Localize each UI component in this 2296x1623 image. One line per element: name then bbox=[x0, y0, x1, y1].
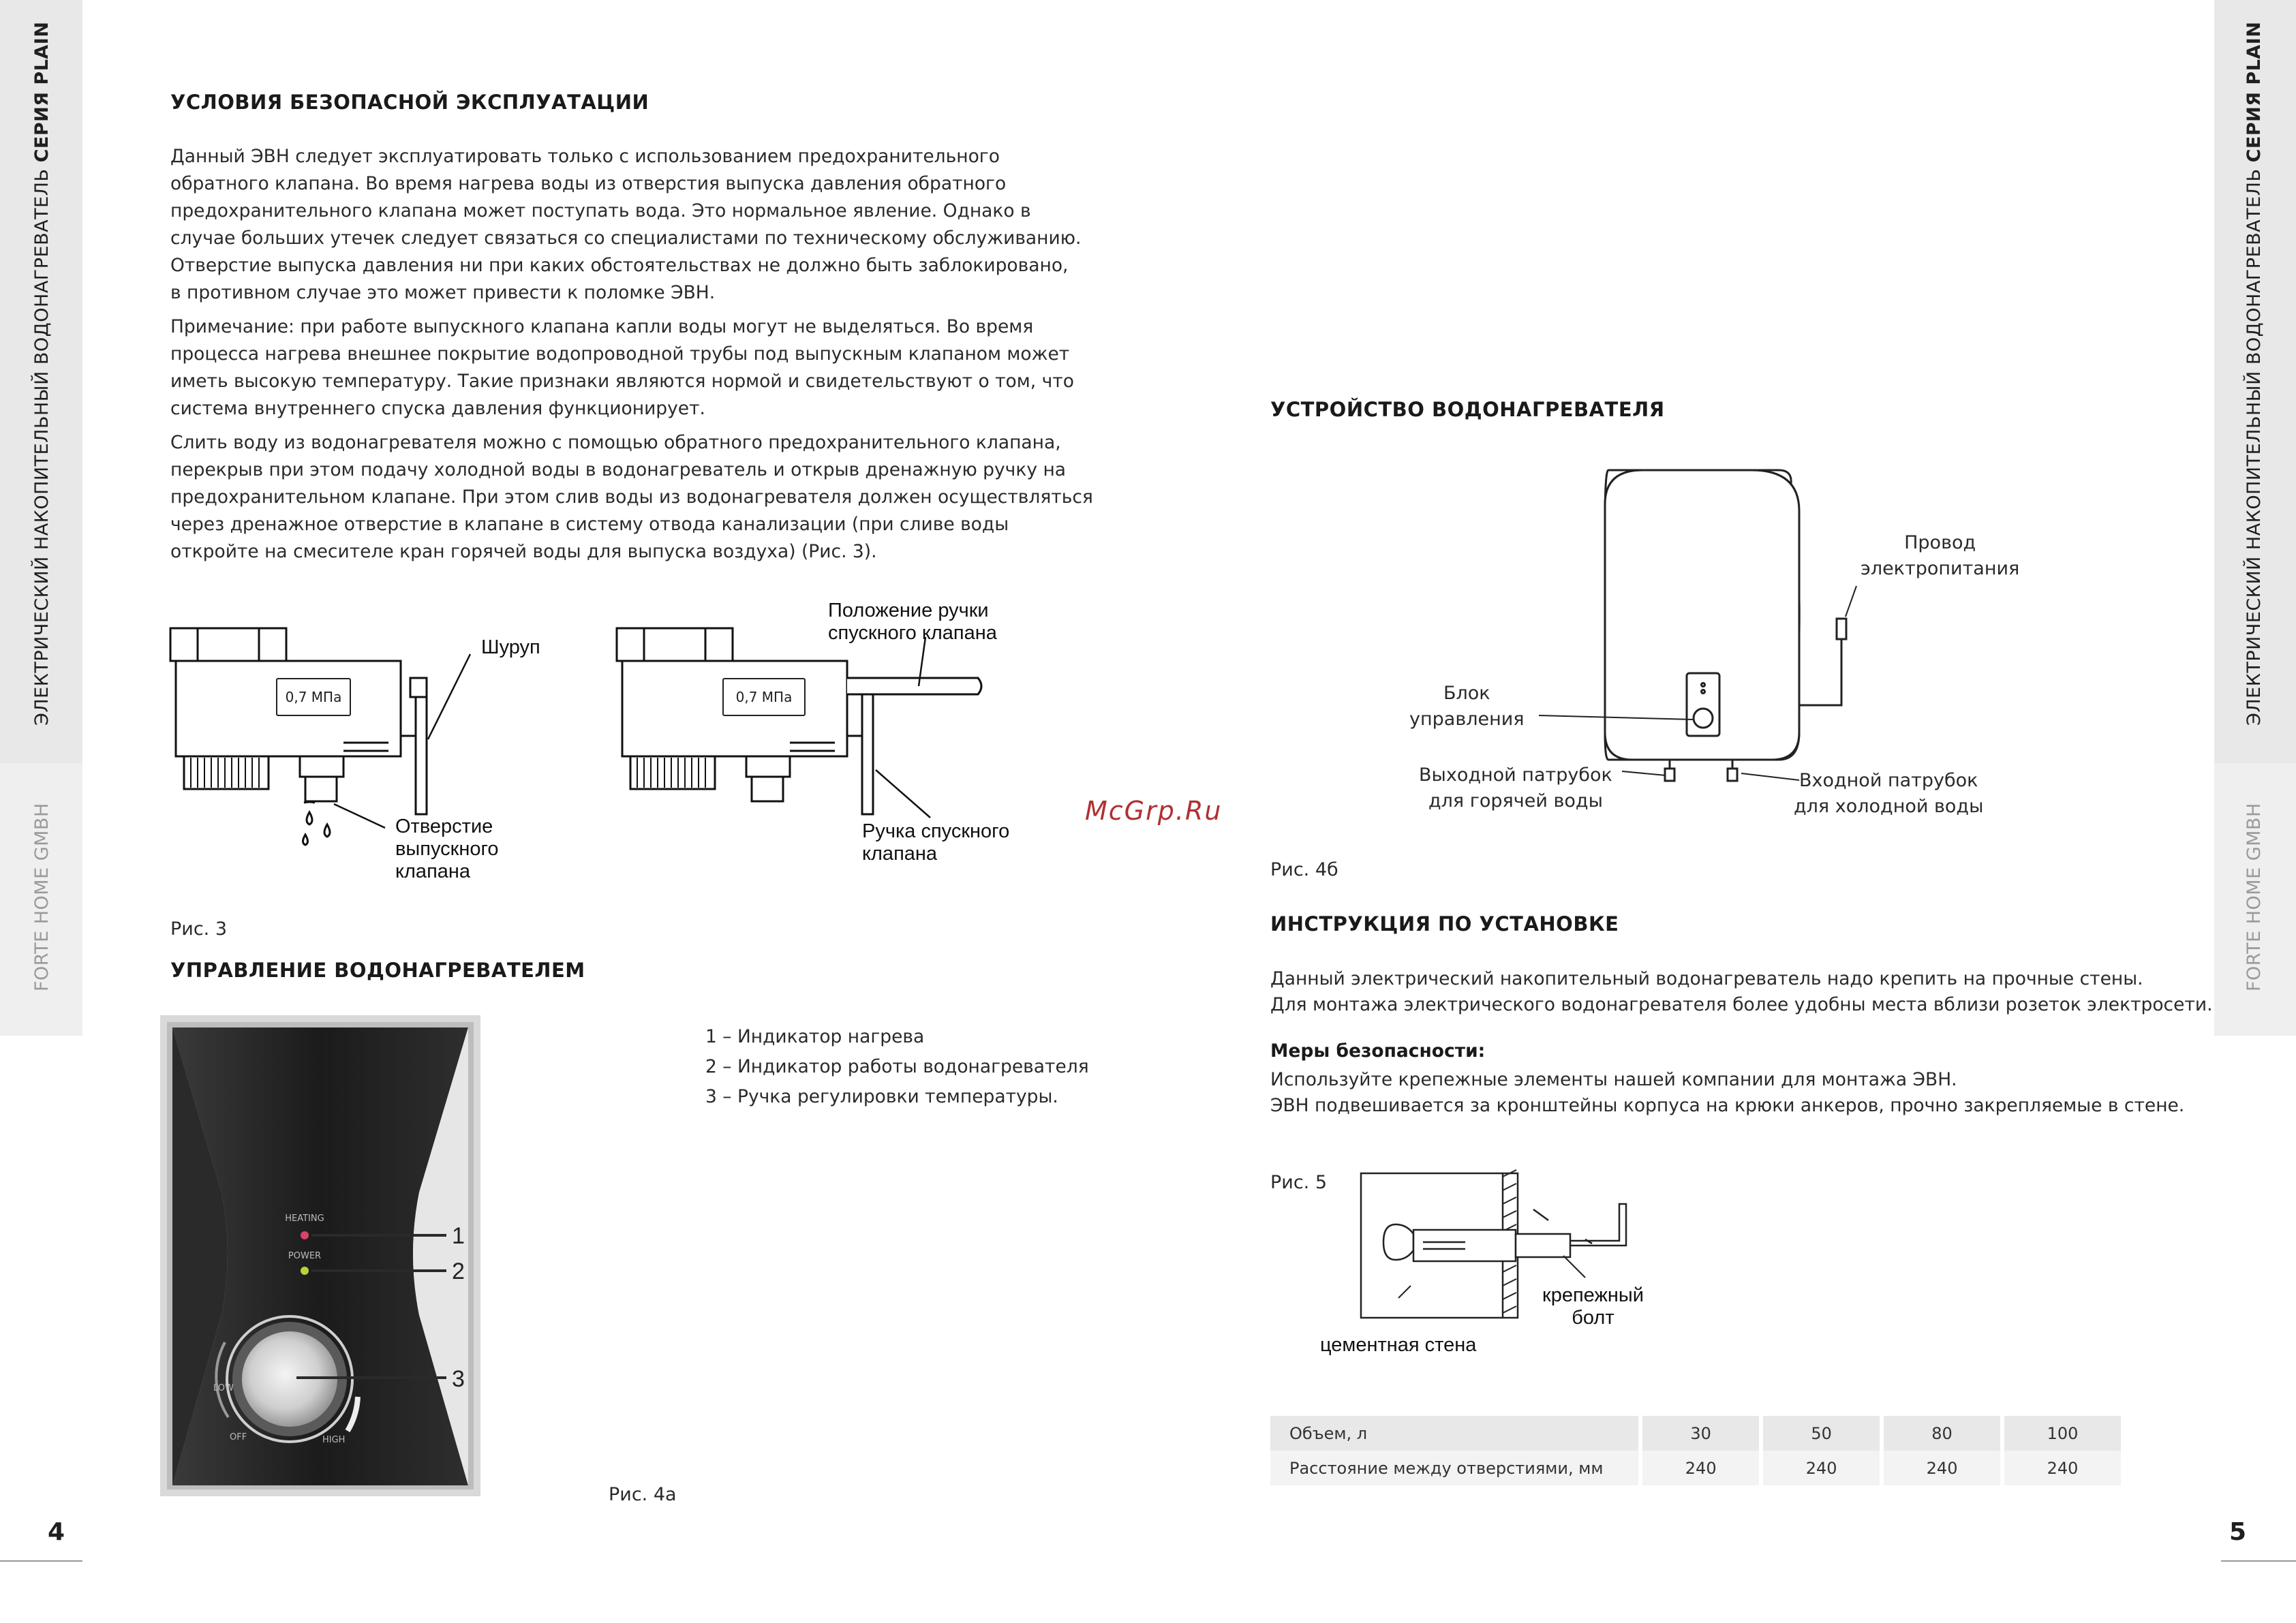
table-cell: 240 bbox=[2004, 1451, 2121, 1485]
panel-heating-label: HEATING bbox=[285, 1214, 324, 1224]
table-cell: 240 bbox=[1763, 1451, 1884, 1485]
table-cell: Объем, л bbox=[1270, 1416, 1642, 1451]
table-cell: 50 bbox=[1763, 1416, 1884, 1451]
label-power-cord: Провод электропитания bbox=[1861, 532, 2020, 579]
safety-title: УСЛОВИЯ БЕЗОПАСНОЙ ЭКСПЛУАТАЦИИ bbox=[170, 91, 649, 114]
right-page-rule bbox=[2221, 1560, 2296, 1562]
table-cell: Расстояние между отверстиями, мм bbox=[1270, 1451, 1642, 1485]
table-row bbox=[1270, 1416, 2121, 1451]
left-brand: FORTE HOME GMBH bbox=[31, 803, 52, 991]
fig5-wall-label: цементная стена bbox=[1320, 1334, 1477, 1356]
right-brand: FORTE HOME GMBH bbox=[2244, 803, 2265, 991]
right-page-number: 5 bbox=[2229, 1518, 2247, 1546]
fig3-handle-position-label: Положение ручки спускного клапана bbox=[828, 600, 997, 644]
fig3-pressure-label-1: 0,7 МПа bbox=[276, 678, 351, 716]
fig4b-heater-diagram bbox=[1397, 457, 1942, 811]
fig3-pressure-label-2: 0,7 МПа bbox=[722, 678, 806, 716]
fig3-screw-label: Шуруп bbox=[481, 636, 540, 658]
fig4b-caption: Рис. 4б bbox=[1270, 859, 1338, 880]
install-safety-title: Меры безопасности: bbox=[1270, 1040, 1486, 1062]
fig3-caption: Рис. 3 bbox=[170, 918, 228, 940]
safety-paragraph-3: Слить воду из водонагревателя можно с помощью обратного предохранительного клапана, перекрыв при этом подачу холодной воды в водонагреватель и открыв дренажную ручку на предохранительном клапане. При этом слив воды из водонагревателя должен осуществляться через дренажное отверстие в клапане в систему отвода канализации (при сливе воды откройте на смесителе кран горячей воды для выпуска воздуха) (Рис. 3). bbox=[170, 432, 1093, 562]
right-running-header: ЭЛЕКТРИЧЕСКИЙ НАКОПИТЕЛЬНЫЙ ВОДОНАГРЕВАТЕЛЬ СЕРИЯ PLAIN bbox=[2244, 21, 2265, 726]
fig3-drain-handle-label: Ручка спускного клапана bbox=[862, 820, 1010, 865]
table-cell: 240 bbox=[1884, 1451, 2004, 1485]
label-control-unit: Блок управления bbox=[1409, 683, 1525, 730]
control-legend: 1 – Индикатор нагрева 2 – Индикатор работы водонагревателя 3 – Ручка регулировки температуры. bbox=[705, 1026, 1089, 1107]
table-cell: 240 bbox=[1642, 1451, 1763, 1485]
panel-power-label: POWER bbox=[288, 1251, 322, 1261]
panel-high-label: HIGH bbox=[322, 1435, 346, 1445]
table-cell: 100 bbox=[2004, 1416, 2121, 1451]
fig4a-caption: Рис. 4а bbox=[609, 1484, 677, 1505]
install-intro: Данный электрический накопительный водонагреватель надо крепить на прочные стены. Для монтажа электрического водонагревателя более удобны места вблизи розеток электросети. bbox=[1270, 968, 2213, 1015]
install-title: ИНСТРУКЦИЯ ПО УСТАНОВКЕ bbox=[1270, 912, 1619, 936]
label-cold-inlet: Входной патрубок для холодной воды bbox=[1794, 770, 1984, 817]
control-title: УПРАВЛЕНИЕ ВОДОНАГРЕВАТЕЛЕМ bbox=[170, 959, 585, 982]
callout-1: 1 bbox=[452, 1223, 465, 1249]
safety-paragraph-2: Примечание: при работе выпускного клапана капли воды могут не выделяться. Во время процесса нагрева внешнее покрытие водопроводной трубы под выпускным клапаном может иметь высокую температуру. Такие признаки являются нормой и свидетельствуют о том, что система внутреннего спуска давления функционирует. bbox=[170, 316, 1074, 419]
spec-table bbox=[1270, 1416, 2121, 1485]
label-hot-outlet: Выходной патрубок для горячей воды bbox=[1419, 764, 1612, 812]
left-running-header: ЭЛЕКТРИЧЕСКИЙ НАКОПИТЕЛЬНЫЙ ВОДОНАГРЕВАТЕЛЬ СЕРИЯ PLAIN bbox=[31, 21, 52, 726]
control-panel-photo bbox=[160, 1015, 487, 1499]
table-row bbox=[1270, 1451, 2121, 1485]
fig5-bolt-label: крепежный болт bbox=[1542, 1284, 1644, 1329]
panel-low-label: LOW bbox=[213, 1383, 234, 1393]
fig3-outlet-hole-label: Отверстие выпускного клапана bbox=[395, 816, 499, 882]
safety-paragraph-1: Данный ЭВН следует эксплуатировать только с использованием предохранительного обратного клапана. Во время нагрева воды из отверстия выпуска давления обратного предохранительного клапана может поступать вода. Это нормальное явление. Однако в случае больших утечек следует связаться со специалистами по техническому обслуживанию. Отверстие выпуска давления ни при каких обстоятельствах не должно быть заблокировано, в противном случае это может привести к поломке ЭВН. bbox=[170, 146, 1082, 303]
device-title: УСТРОЙСТВО ВОДОНАГРЕВАТЕЛЯ bbox=[1270, 398, 1665, 421]
left-page-rule bbox=[0, 1560, 82, 1562]
fig5-caption: Рис. 5 bbox=[1270, 1172, 1328, 1193]
table-cell: 80 bbox=[1884, 1416, 2004, 1451]
watermark: McGrp.Ru bbox=[1085, 796, 1223, 826]
left-page-number: 4 bbox=[48, 1518, 65, 1546]
callout-2: 2 bbox=[452, 1258, 465, 1284]
callout-3: 3 bbox=[452, 1366, 465, 1392]
panel-off-label: OFF bbox=[230, 1432, 247, 1442]
install-safety-lines: Используйте крепежные элементы нашей компании для монтажа ЭВН. ЭВН подвешивается за кронштейны корпуса на крюки анкеров, прочно закрепляемые в стене. bbox=[1270, 1069, 2185, 1116]
table-cell: 30 bbox=[1642, 1416, 1763, 1451]
